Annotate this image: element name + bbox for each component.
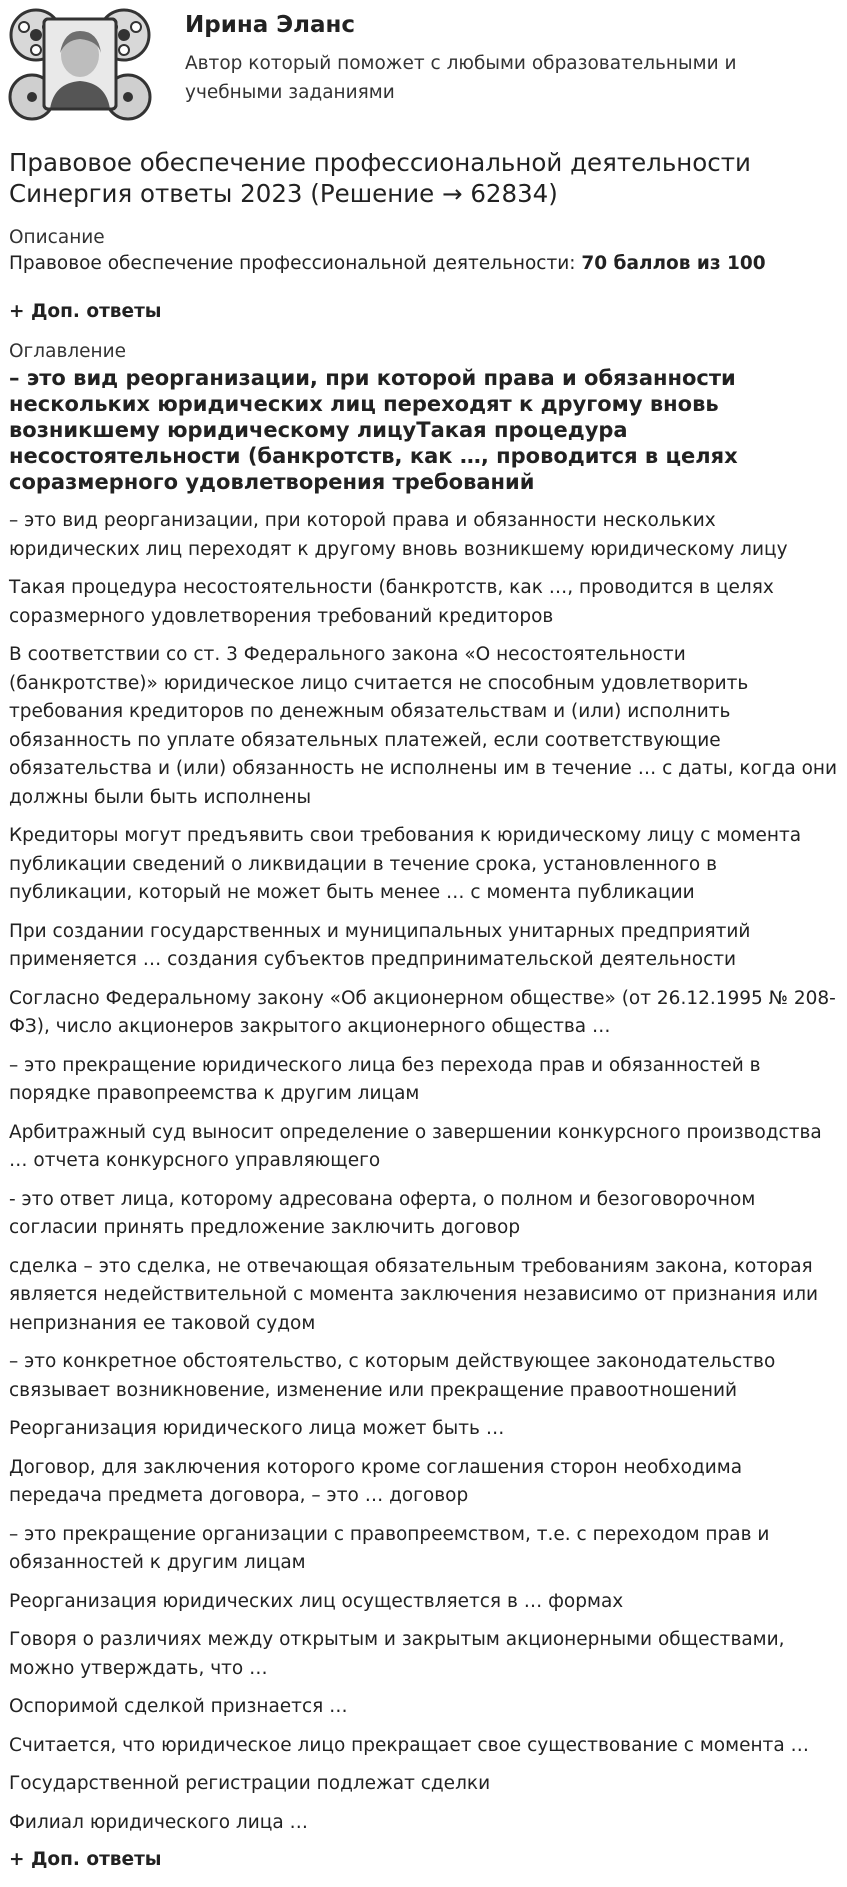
- question-item: При создании государственных и муниципальных унитарных предприятий применяется … создания субъектов предпринимательской деятельности: [9, 920, 751, 970]
- question-item: Договор, для заключения которого кроме соглашения сторон необходима передача предмета договора, – это … договор: [9, 1456, 743, 1506]
- question-item: Арбитражный суд выносит определение о завершении конкурсного производства … отчета конкурсного управляющего: [9, 1121, 822, 1171]
- question-item: Филиал юридического лица …: [9, 1811, 309, 1833]
- question-item: Государственной регистрации подлежат сделки: [9, 1773, 491, 1794]
- page-title: Правовое обеспечение профессиональной деятельности Синергия ответы 2023 (Решение → 62834): [9, 148, 751, 208]
- question-item: Согласно Федеральному закону «Об акционерном обществе» (от 26.12.1995 № 208-ФЗ), число акционеров закрытого акционерного общества …: [9, 987, 836, 1037]
- question-item: Такая процедура несостоятельности (банкротств, как …, проводится в целях соразмерного удовлетворения требований кредиторов: [9, 577, 774, 627]
- toc-heading: – это вид реорганизации, при которой права и обязанности нескольких юридических лиц переходят к другому вновь возникшему юридическому лицуТакая процедура несостоятельности (банкротств, как …, проводится в целях соразмерного удовлетворения требований: [9, 366, 738, 494]
- author-name: Ирина Эланс: [185, 12, 356, 38]
- main-content: [9, 147, 839, 1887]
- question-item: – это вид реорганизации, при которой права и обязанности нескольких юридических лиц переходят к другому вновь возникшему юридическому лицу: [9, 510, 788, 560]
- question-item: Кредиторы могут предъявить свои требования к юридическому лицу с момента публикации сведений о ликвидации в течение срока, установленного в публикации, который не может быть менее … с момента публикации: [9, 825, 802, 903]
- author-card: [0, 0, 847, 135]
- question-item: В соответствии со ст. 3 Федерального закона «О несостоятельности (банкротстве)» юридическое лицо считается не способным удовлетворить требования кредиторов по денежным обязательствам и (или) исполнить обязанность по уплате обязательных платежей, если соответствующие обязательства и (или) обязанность не исполнены им в течение … с даты, когда они должны были быть исполнены: [9, 644, 838, 808]
- description-score: 70 баллов из 100: [581, 253, 766, 274]
- description-text: [9, 251, 839, 277]
- question-item: Реорганизация юридических лиц осуществляется в … формах: [9, 1590, 624, 1612]
- more-answers-link-top[interactable]: + Доп. ответы: [9, 301, 162, 322]
- question-item: Оспоримой сделкой признается …: [9, 1696, 348, 1717]
- question-item: Считается, что юридическое лицо прекращает свое существование с момента …: [9, 1734, 810, 1756]
- question-item: – это прекращение юридического лица без перехода прав и обязанностей в порядке правопреемства к другим лицам: [9, 1054, 761, 1104]
- question-item: сделка – это сделка, не отвечающая обязательным требованиям закона, которая является недействительной с момента заключения независимо от признания или непризнания ее таковой судом: [9, 1255, 819, 1334]
- toc-label: Оглавление: [9, 341, 127, 362]
- description-subject: Правовое обеспечение профессиональной деятельности:: [9, 253, 582, 274]
- question-item: - это ответ лица, которому адресована оферта, о полном и безоговорочном согласии принять предложение заключить договор: [9, 1188, 756, 1238]
- author-description: Автор который поможет с любыми образовательными и учебными заданиями: [185, 53, 737, 103]
- question-item: – это прекращение организации с правопреемством, т.е. с переходом прав и обязанностей к другим лицам: [9, 1523, 770, 1573]
- description-label: Описание: [9, 227, 105, 248]
- question-item: Реорганизация юридического лица может быть …: [9, 1418, 505, 1439]
- author-avatar: [6, 5, 154, 123]
- question-item: – это конкретное обстоятельство, с которым действующее законодательство связывает возникновение, изменение или прекращение правоотношений: [9, 1351, 776, 1401]
- more-answers-link-bottom[interactable]: + Доп. ответы: [9, 1849, 162, 1870]
- questions-list: [9, 507, 839, 1837]
- question-item: Говоря о различиях между открытым и закрытым акционерными обществами, можно утверждать, что …: [9, 1629, 785, 1679]
